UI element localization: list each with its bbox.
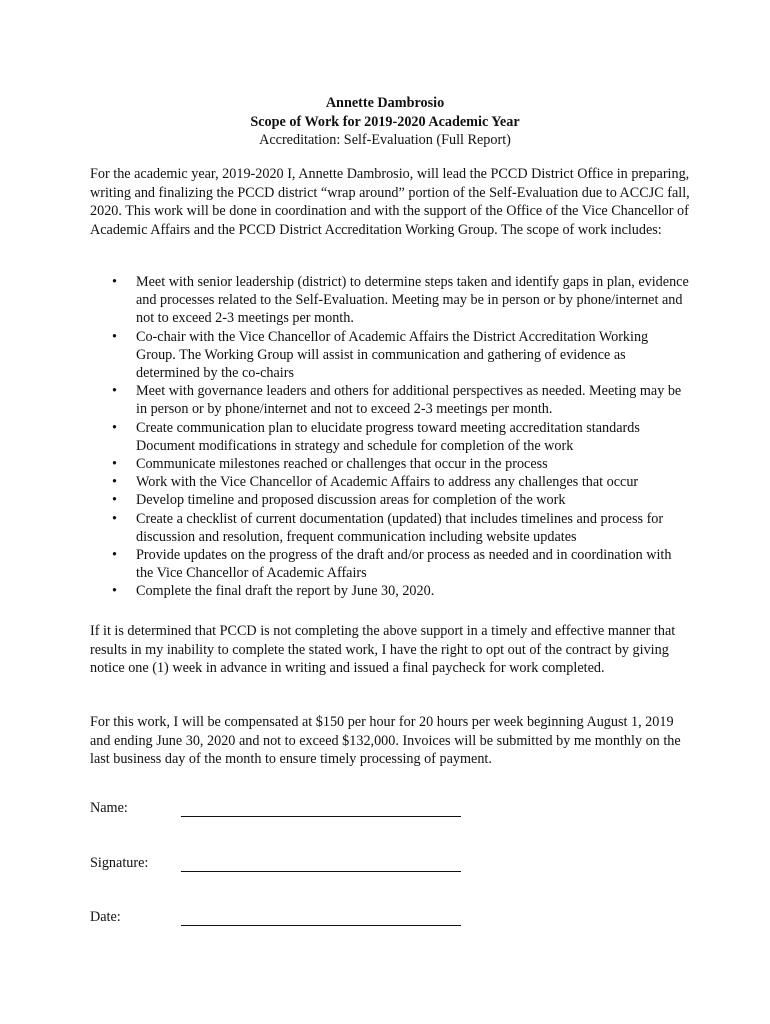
scope-list	[90, 273, 690, 601]
date-field[interactable]	[181, 925, 461, 926]
list-item-text: Create communication plan to elucidate progress toward meeting accreditation standards Document modifications in strategy and schedule for completion of the work	[136, 419, 640, 454]
list-item	[90, 510, 690, 546]
termination-paragraph: If it is determined that PCCD is not completing the above support in a timely and effective manner that results in my inability to complete the stated work, I have the right to opt out of the contract by giving notice one (1) week in advance in writing and issued a final paycheck for work completed.	[90, 623, 676, 676]
document-subtitle: Accreditation: Self-Evaluation (Full Report)	[259, 132, 511, 148]
document-title: Scope of Work for 2019-2020 Academic Year	[250, 113, 520, 130]
date-label: Date:	[90, 909, 121, 925]
bullet-icon: •	[112, 492, 117, 509]
list-item-text: Complete the final draft the report by June 30, 2020.	[136, 583, 435, 600]
bullet-icon: •	[112, 328, 117, 345]
bullet-icon: •	[112, 474, 117, 491]
intro-paragraph: For the academic year, 2019-2020 I, Annette Dambrosio, will lead the PCCD District Office in preparing, writing and finalizing the PCCD district “wrap around” portion of the Self-Evaluation due to ACCJC fall, 2020. This work will be done in coordination and with the support of the Office of the Vice Chancellor of Academic Affairs and the PCCD District Accreditation Working Group. The scope of work includes:	[90, 166, 690, 238]
title-block	[0, 94, 770, 150]
list-item-text: Meet with governance leaders and others for additional perspectives as needed. Meeting may be in person or by phone/internet and not to exceed 2-3 meetings per month.	[136, 383, 682, 418]
list-item	[90, 582, 690, 600]
signature-label: Signature:	[90, 855, 149, 871]
list-item	[90, 455, 690, 473]
bullet-icon: •	[112, 274, 117, 290]
list-item	[90, 546, 690, 582]
name-label: Name:	[90, 800, 128, 816]
bullet-icon: •	[112, 510, 117, 527]
bullet-icon: •	[112, 456, 117, 473]
list-item-text: Provide updates on the progress of the draft and/or process as needed and in coordination with the Vice Chancellor of Academic Affairs	[136, 547, 672, 582]
bullet-icon: •	[112, 383, 117, 400]
list-item-text: Create a checklist of current documentation (updated) that includes timelines and process for discussion and resolution, frequent communication including website updates	[136, 510, 664, 545]
date-row	[90, 909, 490, 931]
list-item	[90, 382, 690, 418]
bullet-icon: •	[112, 419, 117, 436]
compensation-paragraph: For this work, I will be compensated at $150 per hour for 20 hours per week beginning August 1, 2019 and ending June 30, 2020 and not to exceed $132,000. Invoices will be submitted by me monthly on the last business day of the month to ensure timely processing of payment.	[90, 714, 681, 767]
list-item	[90, 491, 690, 509]
author-name: Annette Dambrosio	[325, 95, 445, 111]
list-item-text: Meet with senior leadership (district) to determine steps taken and identify gaps in plan, evidence and processes related to the Self-Evaluation. Meeting may be in person or by phone/internet and not to exceed 2-3 meetings per month.	[136, 274, 689, 327]
list-item	[90, 419, 690, 455]
bullet-icon: •	[112, 547, 117, 564]
signature-row	[90, 855, 490, 877]
name-row	[90, 800, 490, 822]
list-item-text: Develop timeline and proposed discussion areas for completion of the work	[136, 492, 566, 509]
list-item	[90, 473, 690, 491]
name-field[interactable]	[181, 816, 461, 817]
bullet-icon: •	[112, 583, 117, 600]
signature-field[interactable]	[181, 871, 461, 872]
list-item-text: Co-chair with the Vice Chancellor of Academic Affairs the District Accreditation Working Group. The Working Group will assist in communication and gathering of evidence as determined by the co-chairs	[136, 328, 649, 382]
list-item-text: Communicate milestones reached or challenges that occur in the process	[136, 456, 548, 473]
list-item	[90, 328, 690, 383]
list-item-text: Work with the Vice Chancellor of Academic Affairs to address any challenges that occur	[136, 474, 639, 491]
list-item	[90, 273, 690, 328]
